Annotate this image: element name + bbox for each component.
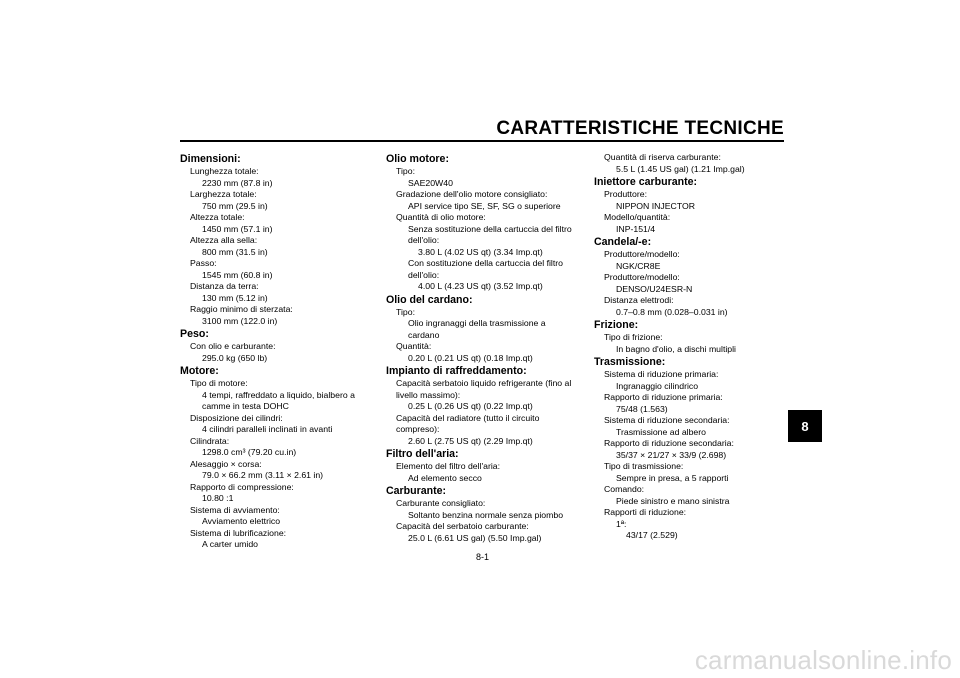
spec-value: DENSO/U24ESR-N bbox=[616, 283, 693, 294]
spec-value: 3100 mm (122.0 in) bbox=[202, 315, 278, 326]
spec-label: Lunghezza totale: bbox=[190, 166, 259, 176]
spec-label: Con olio e carburante: bbox=[190, 341, 276, 351]
spec-label: Altezza alla sella: bbox=[190, 235, 258, 245]
spec-value: 1ª: bbox=[616, 518, 627, 529]
spec-label: Capacità serbatoio liquido refrigerante (fino al bbox=[396, 378, 572, 388]
page-number: 8-1 bbox=[476, 552, 490, 562]
page-title: CARATTERISTICHE TECNICHE bbox=[496, 118, 784, 139]
spec-value: Avviamento elettrico bbox=[202, 516, 281, 526]
spec-value: 750 mm (29.5 in) bbox=[202, 200, 268, 211]
spec-label: Rapporto di riduzione primaria: bbox=[604, 392, 723, 402]
spec-value: Senza sostituzione della cartuccia del filtro bbox=[408, 223, 572, 234]
spec-label: Comando: bbox=[604, 484, 645, 494]
spec-value: 1545 mm (60.8 in) bbox=[202, 269, 273, 280]
spec-value: Sempre in presa, a 5 rapporti bbox=[616, 472, 729, 483]
spec-value: NIPPON INJECTOR bbox=[616, 200, 696, 211]
spec-label: livello massimo): bbox=[396, 389, 461, 400]
spec-label: Sistema di riduzione secondaria: bbox=[604, 415, 730, 425]
spec-value: 0.25 L (0.26 US qt) (0.22 Imp.qt) bbox=[408, 401, 533, 411]
spec-value: Piede sinistro e mano sinistra bbox=[616, 495, 730, 506]
spec-value: 4.00 L (4.23 US qt) (3.52 Imp.qt) bbox=[418, 281, 543, 291]
spec-label: Produttore: bbox=[604, 189, 647, 199]
spec-value: dell'olio: bbox=[408, 269, 440, 280]
section-heading: Filtro dell'aria: bbox=[386, 448, 459, 460]
spec-value: dell'olio: bbox=[408, 235, 440, 245]
spec-value: API service tipo SE, SF, SG o superiore bbox=[408, 200, 561, 211]
spec-label: Capacità del serbatoio carburante: bbox=[396, 521, 529, 531]
spec-value: INP-151/4 bbox=[616, 223, 656, 234]
section-heading: Dimensioni: bbox=[180, 153, 241, 165]
spec-label: Quantità di olio motore: bbox=[396, 212, 486, 222]
spec-value: Soltanto benzina normale senza piombo bbox=[408, 509, 564, 520]
section-heading: Candela/-e: bbox=[594, 236, 652, 248]
spec-value: 1450 mm (57.1 in) bbox=[202, 223, 273, 234]
spec-label: Capacità del radiatore (tutto il circuito bbox=[396, 412, 540, 423]
spec-value: NGK/CR8E bbox=[616, 260, 661, 271]
spec-value: cardano bbox=[408, 329, 440, 340]
spec-value: 0.7–0.8 mm (0.028–0.031 in) bbox=[616, 306, 728, 317]
spec-label: Rapporto di riduzione secondaria: bbox=[604, 438, 734, 448]
spec-value: 295.0 kg (650 lb) bbox=[202, 352, 268, 363]
spec-label: Rapporto di compressione: bbox=[190, 481, 294, 492]
section-heading: Motore: bbox=[180, 365, 219, 377]
spec-value: 3.80 L (4.02 US qt) (3.34 Imp.qt) bbox=[418, 246, 543, 257]
spec-label: Rapporti di riduzione: bbox=[604, 507, 687, 517]
spec-value: 79.0 × 66.2 mm (3.11 × 2.61 in) bbox=[202, 470, 324, 480]
spec-label: Tipo di motore: bbox=[190, 378, 248, 388]
spec-label: Produttore/modello: bbox=[604, 272, 680, 282]
spec-label: Distanza da terra: bbox=[190, 281, 259, 291]
spec-label: Cilindrata: bbox=[190, 435, 230, 446]
spec-value: Trasmissione ad albero bbox=[616, 426, 706, 437]
spec-label: Modello/quantità: bbox=[604, 212, 671, 222]
spec-column-middle bbox=[386, 152, 581, 544]
spec-value: 35/37 × 21/27 × 33/9 (2.698) bbox=[616, 449, 727, 460]
spec-value: 1298.0 cm³ (79.20 cu.in) bbox=[202, 447, 297, 457]
spec-value: A carter umido bbox=[202, 539, 259, 549]
section-heading: Impianto di raffreddamento: bbox=[386, 365, 527, 377]
spec-value: 4 cilindri paralleli inclinati in avanti bbox=[202, 424, 333, 434]
spec-label: Larghezza totale: bbox=[190, 189, 257, 199]
spec-label: Sistema di lubrificazione: bbox=[190, 527, 287, 538]
spec-label: Quantità: bbox=[396, 341, 432, 351]
section-heading: Iniettore carburante: bbox=[594, 176, 698, 188]
spec-value: 130 mm (5.12 in) bbox=[202, 292, 268, 303]
spec-label: Tipo: bbox=[396, 166, 415, 176]
spec-label: Passo: bbox=[190, 258, 217, 268]
spec-label: Sistema di avviamento: bbox=[190, 504, 280, 515]
section-heading: Olio del cardano: bbox=[386, 293, 473, 306]
spec-label: Elemento del filtro dell'aria: bbox=[396, 461, 501, 471]
spec-value: 25.0 L (6.61 US gal) (5.50 Imp.gal) bbox=[408, 532, 542, 543]
section-heading: Carburante: bbox=[386, 485, 447, 497]
section-heading: Olio motore: bbox=[386, 153, 449, 165]
spec-value: Ingranaggio cilindrico bbox=[616, 380, 699, 391]
spec-value: Olio ingranaggi della trasmissione a bbox=[408, 318, 546, 328]
spec-value: 43/17 (2.529) bbox=[626, 530, 678, 540]
spec-value: 800 mm (31.5 in) bbox=[202, 246, 268, 257]
spec-column-right bbox=[594, 152, 789, 542]
spec-label: Alesaggio × corsa: bbox=[190, 458, 262, 469]
spec-value: SAE20W40 bbox=[408, 177, 453, 188]
spec-label: Tipo di trasmissione: bbox=[604, 461, 684, 471]
spec-label: Quantità di riserva carburante: bbox=[604, 152, 721, 162]
spec-value: In bagno d'olio, a dischi multipli bbox=[616, 343, 736, 354]
section-heading: Peso: bbox=[180, 328, 209, 340]
spec-column-left bbox=[180, 152, 370, 551]
spec-value: Con sostituzione della cartuccia del filtro bbox=[408, 258, 564, 268]
section-heading: Trasmissione: bbox=[594, 356, 666, 368]
spec-value: 0.20 L (0.21 US qt) (0.18 Imp.qt) bbox=[408, 352, 533, 363]
spec-value: Ad elemento secco bbox=[408, 472, 482, 483]
spec-label: Sistema di riduzione primaria: bbox=[604, 369, 719, 379]
spec-label: Raggio minimo di sterzata: bbox=[190, 304, 293, 314]
spec-label: Tipo di frizione: bbox=[604, 332, 663, 342]
watermark-text: carmanualsonline.info bbox=[694, 645, 952, 675]
spec-label: Disposizione dei cilindri: bbox=[190, 412, 283, 423]
chapter-tab[interactable]: 8 bbox=[788, 410, 822, 442]
spec-label: Carburante consigliato: bbox=[396, 498, 486, 508]
section-heading: Frizione: bbox=[594, 319, 639, 331]
spec-value: 75/48 (1.563) bbox=[616, 403, 668, 414]
spec-value: 4 tempi, raffreddato a liquido, bialbero a bbox=[202, 389, 355, 400]
spec-value: 10.80 :1 bbox=[202, 493, 234, 503]
spec-label: compreso): bbox=[396, 424, 440, 434]
spec-label: Produttore/modello: bbox=[604, 249, 680, 259]
spec-value: 2.60 L (2.75 US qt) (2.29 Imp.qt) bbox=[408, 435, 533, 446]
spec-label: Tipo: bbox=[396, 306, 415, 317]
spec-value: camme in testa DOHC bbox=[202, 401, 289, 411]
title-rule bbox=[180, 140, 784, 142]
spec-label: Altezza totale: bbox=[190, 212, 245, 222]
spec-label: Distanza elettrodi: bbox=[604, 295, 674, 305]
spec-value: 5.5 L (1.45 US gal) (1.21 Imp.gal) bbox=[616, 163, 745, 174]
spec-value: 2230 mm (87.8 in) bbox=[202, 177, 273, 188]
spec-label: Gradazione dell'olio motore consigliato: bbox=[396, 189, 548, 199]
